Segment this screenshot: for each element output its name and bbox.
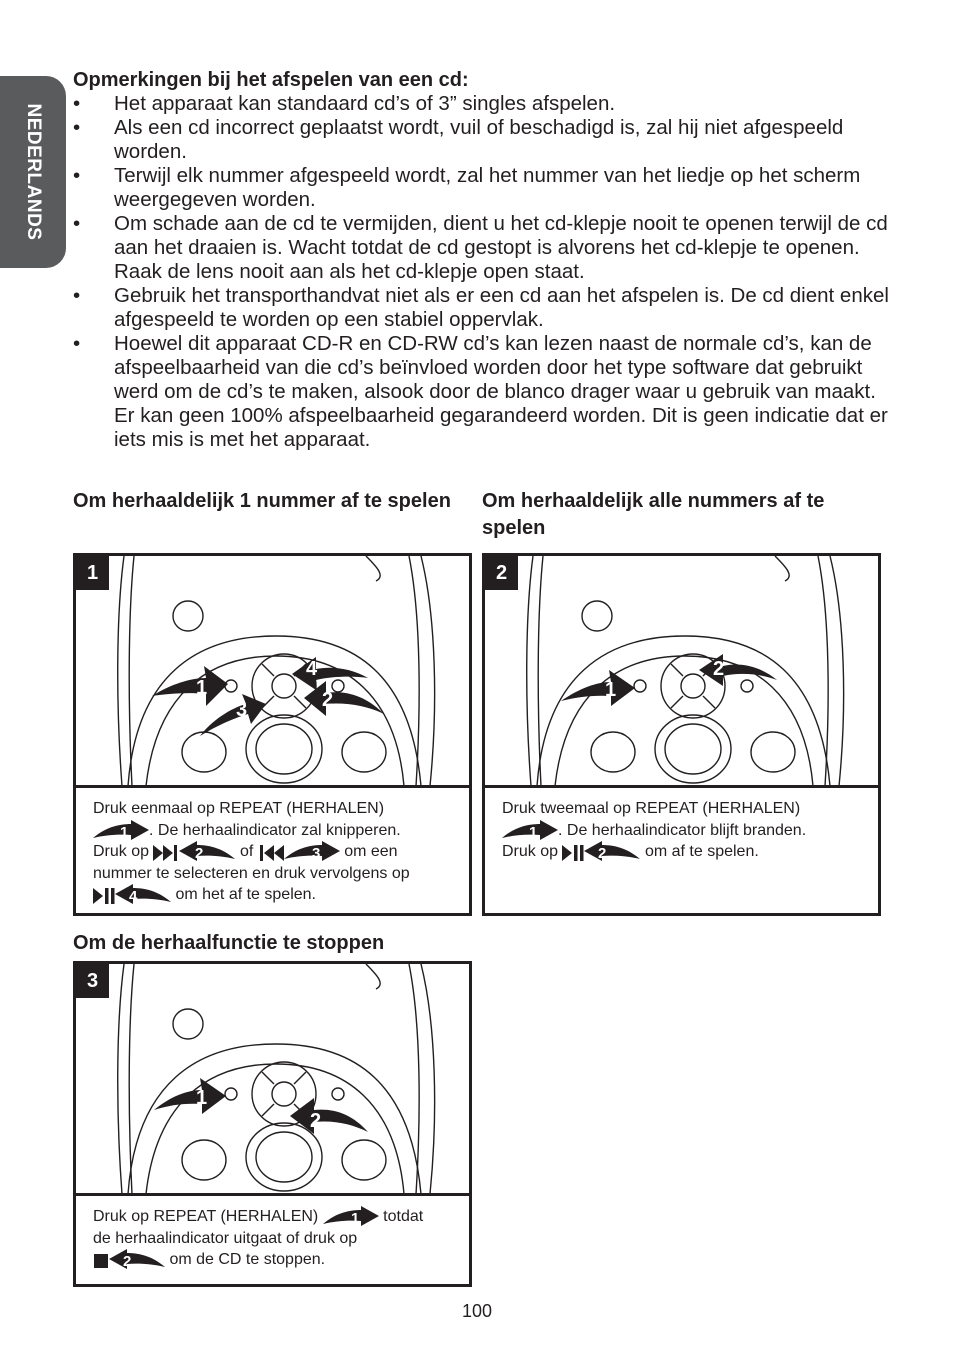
caption-line: 2 om de CD te stoppen.: [93, 1249, 455, 1271]
arrow-label: 1: [196, 677, 208, 699]
arrow-left-icon: [584, 841, 640, 861]
arrow-right-icon: [284, 841, 340, 861]
arrow-label: 2: [310, 1110, 322, 1132]
skip-forward-icon: [153, 845, 179, 861]
notes-list: [73, 92, 893, 452]
arrow-left-icon: [109, 1249, 165, 1269]
arrow-label: 1: [605, 679, 617, 701]
player-illustration: [485, 556, 878, 786]
skip-back-icon: [258, 845, 284, 861]
list-item: • Gebruik het transporthandvat niet als er een cd aan het afspelen is. De cd dient enkel afgespeeld te worden op een stabiel oppervlak.: [73, 284, 893, 332]
caption-line: Druk tweemaal op REPEAT (HERHALEN): [502, 800, 801, 817]
list-item: • Terwijl elk nummer afgespeeld wordt, zal het nummer van het liedje op het scherm weergegeven worden.: [73, 164, 893, 212]
list-item: • Hoewel dit apparaat CD-R en CD-RW cd’s kan lezen naast de normale cd’s, kan de afspeelbaarheid van die cd’s beïnvloed worden door het type software dat gebruikt werd om de cd’s te maken, alsook door de blanco drager waar u gebruik van maakt. Er kan geen 100% afspeelbaarheid gegarandeerd worden. Dit is geen indicatie dat er iets mis is met het apparaat.: [73, 332, 893, 452]
caption-line: Druk eenmaal op REPEAT (HERHALEN): [93, 800, 385, 817]
arrow-label: 3: [236, 699, 248, 721]
section-title-repeat-one: Om herhaaldelijk 1 nummer af te spelen: [73, 490, 451, 512]
step-caption: [76, 785, 469, 906]
caption-line: 1 . De herhaalindicator zal knipperen.: [93, 820, 455, 842]
section-title-stop-repeat: Om de herhaalfunctie te stoppen: [73, 932, 385, 954]
caption-line: 1 . De herhaalindicator blijft branden.: [502, 820, 864, 842]
player-illustration: [76, 556, 469, 786]
caption-line: Druk op REPEAT (HERHALEN) 1 totdat: [93, 1208, 424, 1226]
svg-text:1: 1: [529, 823, 538, 840]
caption-line: nummer te selecteren en druk vervolgens op: [93, 864, 410, 882]
svg-text:3: 3: [311, 845, 321, 861]
list-item: • Als een cd incorrect geplaatst wordt, vuil of beschadigd is, zal hij niet afgespeeld worden.: [73, 116, 893, 164]
language-tab-label: NEDERLANDS: [23, 103, 44, 241]
arrow-left-icon: [115, 884, 171, 904]
caption-line: Druk op 2 of 3 om een: [93, 843, 398, 861]
step-caption: [76, 1193, 469, 1271]
section-title-repeat-all: Om herhaaldelijk alle nummers af te spelen: [482, 490, 825, 539]
svg-text:2: 2: [195, 845, 204, 861]
svg-text:2: 2: [123, 1253, 132, 1269]
list-item: • Het apparaat kan standaard cd’s of 3” singles afspelen.: [73, 92, 893, 116]
arrow-right-icon: [502, 820, 558, 840]
step-number: 3: [76, 964, 109, 998]
page-number: 100: [461, 1301, 493, 1321]
step-panel-2: [482, 553, 881, 916]
step-number: 2: [485, 556, 518, 590]
arrow-label: 1: [196, 1087, 208, 1109]
arrow-right-icon: [323, 1206, 379, 1226]
caption-line: de herhaalindicator uitgaat of druk op: [93, 1229, 358, 1247]
step-caption: [485, 785, 878, 863]
svg-text:1: 1: [350, 1210, 360, 1226]
arrow-label: 2: [322, 689, 334, 711]
notes-heading: Opmerkingen bij het afspelen van een cd:: [73, 69, 469, 91]
arrow-left-icon: [179, 841, 235, 861]
play-pause-icon: [93, 888, 115, 904]
svg-text:2: 2: [598, 845, 607, 861]
step-number: 1: [76, 556, 109, 590]
stop-icon: [93, 1253, 109, 1269]
arrow-label: 4: [306, 658, 318, 680]
play-pause-icon: [562, 845, 584, 861]
caption-line: 4 om het af te spelen.: [93, 884, 455, 906]
list-item: • Om schade aan de cd te vermijden, dient u het cd-klepje nooit te openen terwijl de cd aan het draaien is. Wacht totdat de cd gestopt is alvorens het cd-klepje te openen. Raak de lens nooit aan als het cd-klepje open staat.: [73, 212, 893, 284]
svg-text:1: 1: [120, 823, 129, 840]
playback-notes: [73, 68, 893, 452]
svg-text:4: 4: [129, 888, 138, 904]
step-panel-1: [73, 553, 472, 916]
step-panel-3: [73, 961, 472, 1287]
caption-line: Druk op 2 om af te spelen.: [502, 843, 759, 861]
player-illustration: [76, 964, 469, 1194]
arrow-label: 2: [713, 658, 725, 680]
arrow-right-icon: [93, 820, 149, 840]
language-tab: [0, 76, 66, 268]
